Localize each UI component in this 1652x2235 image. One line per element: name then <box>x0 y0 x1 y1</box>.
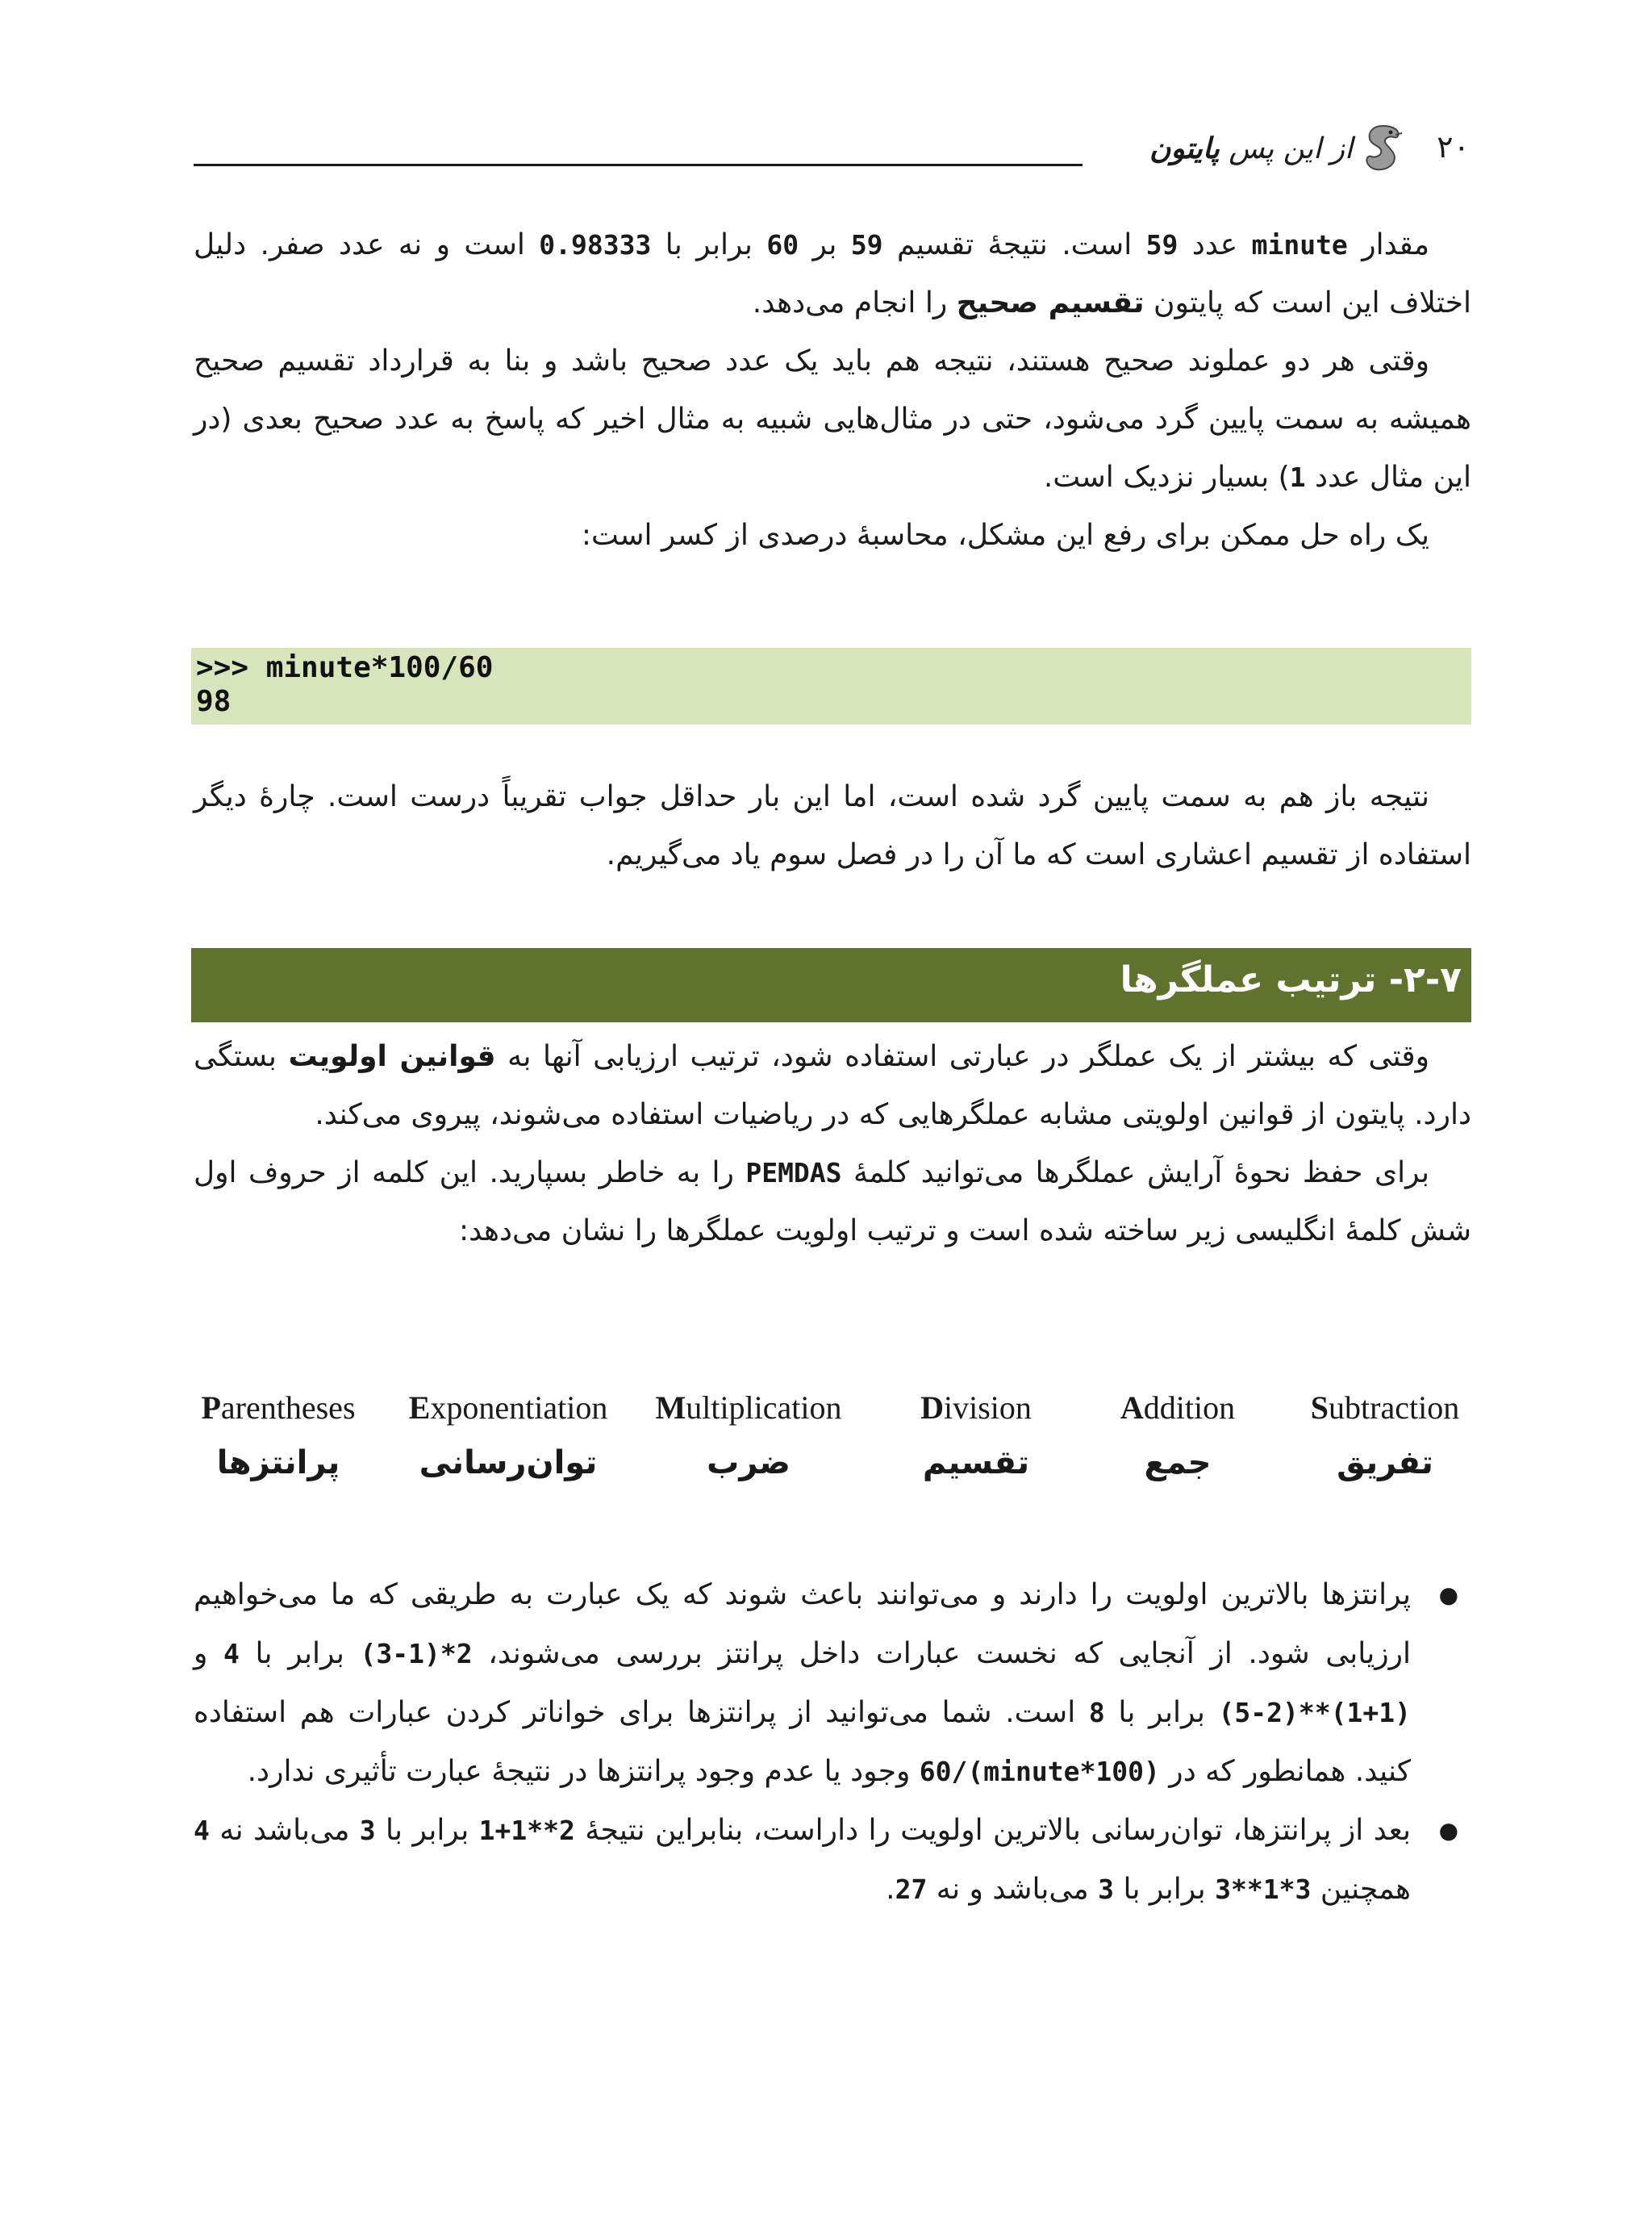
section-body <box>194 1028 1471 1260</box>
section-paragraph-1: وقتی که بیشتر از یک عملگر در عبارتی استفاده شود، ترتیب ارزیابی آنها به قوانین اولویت بستگی دارد. پایتون از قوانین اولویتی مشابه عملگرهایی که در ریاضیات استفاده می‌شوند، پیروی می‌کند. <box>194 1040 1471 1131</box>
bullet-icon: ● <box>1438 1817 1458 1844</box>
bullet-item: ● پرانتزها بالاترین اولویت را دارند و می‌توانند باعث شوند که یک عبارت به طریقی که ما می‌خواهیم ارزیابی شود. از آنجایی که نخست عبارات داخل پرانتز بررسی می‌شوند، 2*(3-1) برابر با 4 و (1+1)**(5-2) برابر با 8 است. شما می‌توانید از پرانتزها برای خواناتر کردن عبارات هم استفاده کنید. همانطور که در (minute*100)/60 وجود یا عدم وجود پرانتزها در نتیجهٔ عبارت تأثیری ندارد. <box>194 1565 1471 1801</box>
pemdas-english: Addition <box>1120 1389 1236 1426</box>
code-block <box>191 648 1471 725</box>
code-line-1: >>> minute*100/60 <box>196 651 494 684</box>
after-code-paragraph: نتیجه باز هم به سمت پایین گرد شده است، اما این بار حداقل جواب تقریباً درست است. چارهٔ دیگر استفاده از تقسیم اعشاری است که ما آن را در فصل سوم یاد می‌گیریم. <box>194 780 1471 871</box>
pemdas-multiplication <box>644 1388 853 1483</box>
code-line-2: 98 <box>196 685 232 718</box>
pemdas-english: Exponentiation <box>408 1389 608 1426</box>
intro-paragraph-3: یک راه حل ممکن برای رفع این مشکل، محاسبهٔ درصدی از کسر است: <box>581 519 1429 552</box>
pemdas-persian: جمع <box>1144 1444 1212 1481</box>
pemdas-english: Parentheses <box>201 1389 356 1426</box>
book-title: از این پس پایتون <box>1149 132 1353 165</box>
section-title: ۲-۷- ترتیب عملگرها <box>1120 959 1462 1001</box>
after-code-text <box>194 768 1471 884</box>
pemdas-english: Division <box>920 1389 1032 1426</box>
pemdas-english: Subtraction <box>1310 1389 1460 1426</box>
intro-paragraph-1: مقدار minute عدد 59 است. نتیجهٔ تقسیم 59 بر 60 برابر با 0.98333 است و نه عدد صفر. دلیل اختلاف این است که پایتون تقسیم صحیح را انجام می‌دهد. <box>194 228 1471 320</box>
pemdas-exponentiation <box>395 1388 621 1483</box>
pemdas-persian: تفریق <box>1337 1444 1433 1481</box>
pemdas-persian: پرانتزها <box>216 1444 340 1481</box>
pemdas-parentheses <box>194 1388 363 1483</box>
python-snake-icon <box>1358 121 1407 174</box>
pemdas-subtraction <box>1299 1388 1471 1483</box>
section-header <box>191 948 1471 1022</box>
header-rule <box>194 164 1083 166</box>
pemdas-division <box>895 1388 1057 1483</box>
bullet-item: ● بعد از پرانتزها، توان‌رسانی بالاترین اولویت را داراست، بنابراین نتیجهٔ 2**1+1 برابر با 3 می‌باشد نه 4 همچنین 3*1**3 برابر با 3 می‌باشد و نه 27. <box>194 1801 1471 1919</box>
pemdas-table <box>194 1388 1471 1501</box>
page-number: ۲۰ <box>1437 129 1470 165</box>
section-paragraph-2: برای حفظ نحوهٔ آرایش عملگرها می‌توانید کلمهٔ PEMDAS را به خاطر بسپارید. این کلمه از حروف اول شش کلمهٔ انگلیسی زیر ساخته شده است و ترتیب اولویت عملگرها را نشان می‌دهد: <box>194 1156 1471 1247</box>
pemdas-english: Multiplication <box>655 1389 842 1426</box>
page-header <box>194 121 1470 178</box>
bullet-icon: ● <box>1438 1581 1458 1608</box>
pemdas-persian: توان‌رسانی <box>419 1444 598 1481</box>
pemdas-persian: تقسیم <box>922 1444 1030 1481</box>
pemdas-addition <box>1097 1388 1258 1483</box>
bullet-list <box>194 1565 1471 1919</box>
intro-paragraph-2: وقتی هر دو عملوند صحیح هستند، نتیجه هم باید یک عدد صحیح باشد و بنا به قرارداد تقسیم صحیح همیشه به سمت پایین گرد می‌شود، حتی در مثال‌هایی شبیه به مثال اخیر که پاسخ به عدد صحیح بعدی (در این مثال عدد 1) بسیار نزدیک است. <box>194 345 1471 494</box>
intro-text <box>194 216 1471 565</box>
pemdas-persian: ضرب <box>707 1444 791 1481</box>
